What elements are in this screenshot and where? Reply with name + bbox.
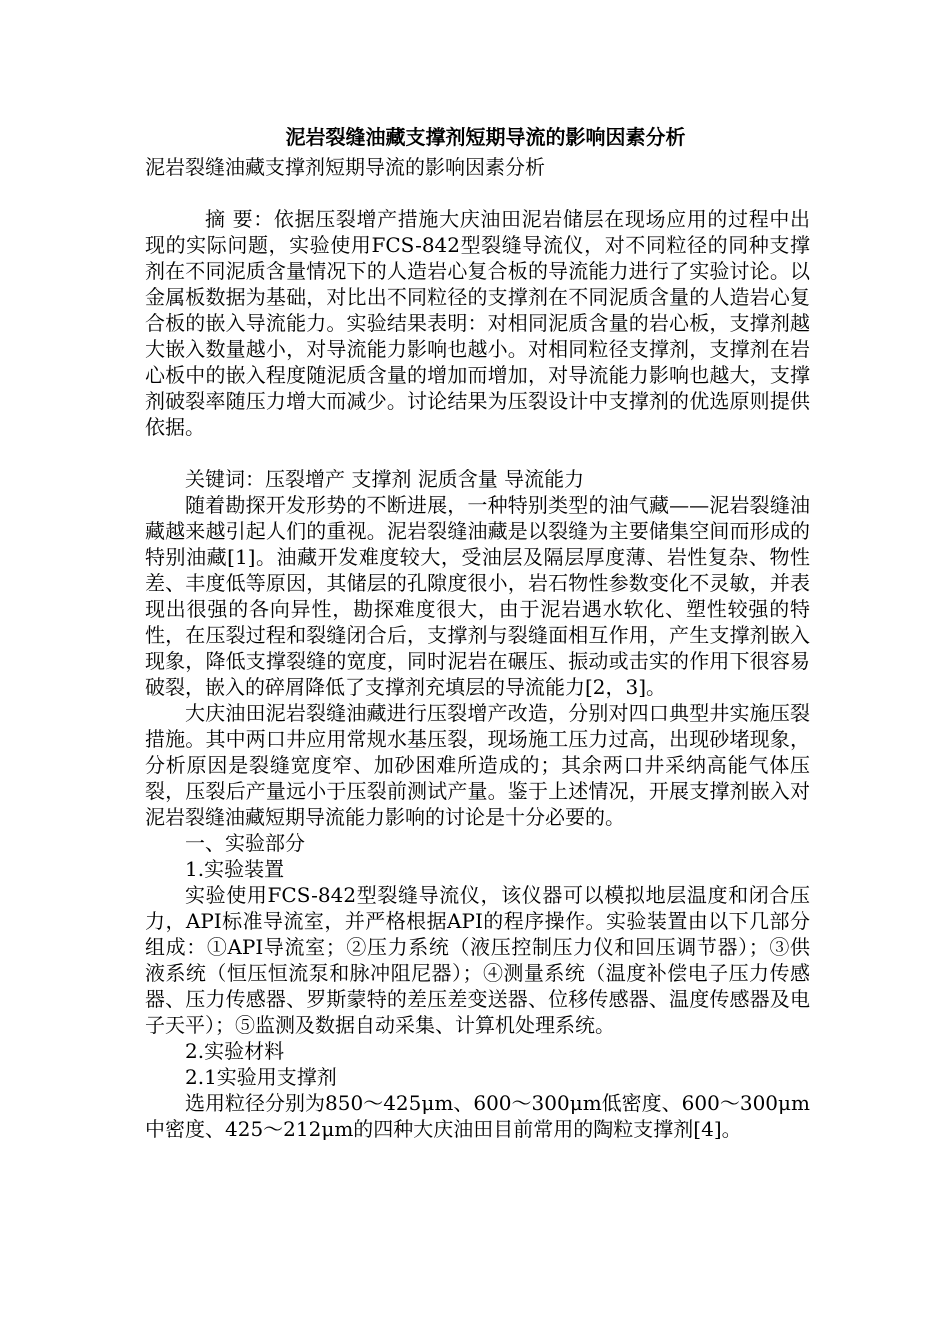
- document-title: 泥岩裂缝油藏支撑剂短期导流的影响因素分析: [285, 125, 686, 149]
- subsection-heading-materials: 2.实验材料: [185, 1039, 285, 1063]
- document-page: [145, 120, 810, 1142]
- document-subtitle: 泥岩裂缝油藏支撑剂短期导流的影响因素分析: [145, 155, 545, 179]
- apparatus-paragraph: 实验使用FCS-842型裂缝导流仪，该仪器可以模拟地层温度和闭合压力，API标准导流室，并严格根据API的程序操作。实验装置由以下几部分组成：①API导流室；②压力系统（液压控制压力仪和回压调节器）；③供液系统（恒压恒流泵和脉冲阻尼器）；④测量系统（温度补偿电子压力传感器、压力传感器、罗斯蒙特的差压差变送器、位移传感器、温度传感器及电子天平）；⑤监测及数据自动采集、计算机处理系统。: [145, 883, 810, 1037]
- keywords-line: 关键词：压裂增产 支撑剂 泥质含量 导流能力: [185, 467, 585, 491]
- intro-paragraph-1: 随着勘探开发形势的不断进展，一种特别类型的油气藏——泥岩裂缝油藏越来越引起人们的重视。泥岩裂缝油藏是以裂缝为主要储集空间而形成的特别油藏[1]。油藏开发难度较大，受油层及隔层厚度薄、岩性复杂、物性差、丰度低等原因，其储层的孔隙度很小，岩石物性参数变化不灵敏，并表现出很强的各向异性，勘探难度很大，由于泥岩遇水软化、塑性较强的特性，在压裂过程和裂缝闭合后，支撑剂与裂缝面相互作用，产生支撑剂嵌入现象，降低支撑裂缝的宽度，同时泥岩在碾压、振动或击实的作用下很容易破裂，嵌入的碎屑降低了支撑剂充填层的导流能力[2，3]。: [145, 493, 810, 699]
- blank-line: [145, 440, 810, 466]
- proppant-paragraph: 选用粒径分别为850～425μm、600～300μm低密度、600～300μm中密度、425～212μm的四种大庆油田目前常用的陶粒支撑剂[4]。: [145, 1091, 810, 1141]
- section-heading-experiment: 一、实验部分: [185, 831, 305, 855]
- subsection-heading-proppant: 2.1实验用支撑剂: [185, 1065, 337, 1089]
- abstract-paragraph: 摘 要：依据压裂增产措施大庆油田泥岩储层在现场应用的过程中出现的实际问题，实验使用FCS-842型裂缝导流仪，对不同粒径的同种支撑剂在不同泥质含量情况下的人造岩心复合板的导流能力进行了实验讨论。以金属板数据为基础，对比出不同粒径的支撑剂在不同泥质含量的人造岩心复合板的嵌入导流能力。实验结果表明：对相同泥质含量的岩心板，支撑剂越大嵌入数量越小，对导流能力影响也越小。对相同粒径支撑剂，支撑剂在岩心板中的嵌入程度随泥质含量的增加而增加，对导流能力影响也越大，支撑剂破裂率随压力增大而减少。讨论结果为压裂设计中支撑剂的优选原则提供依据。: [145, 207, 810, 439]
- subsection-heading-apparatus: 1.实验装置: [185, 857, 285, 881]
- intro-paragraph-2: 大庆油田泥岩裂缝油藏进行压裂增产改造，分别对四口典型井实施压裂措施。其中两口井应用常规水基压裂，现场施工压力过高，出现砂堵现象，分析原因是裂缝宽度窄、加砂困难所造成的；其余两口井采纳高能气体压裂，压裂后产量远小于压裂前测试产量。鉴于上述情况，开展支撑剂嵌入对泥岩裂缝油藏短期导流能力影响的讨论是十分必要的。: [145, 701, 810, 829]
- blank-line: [145, 180, 810, 206]
